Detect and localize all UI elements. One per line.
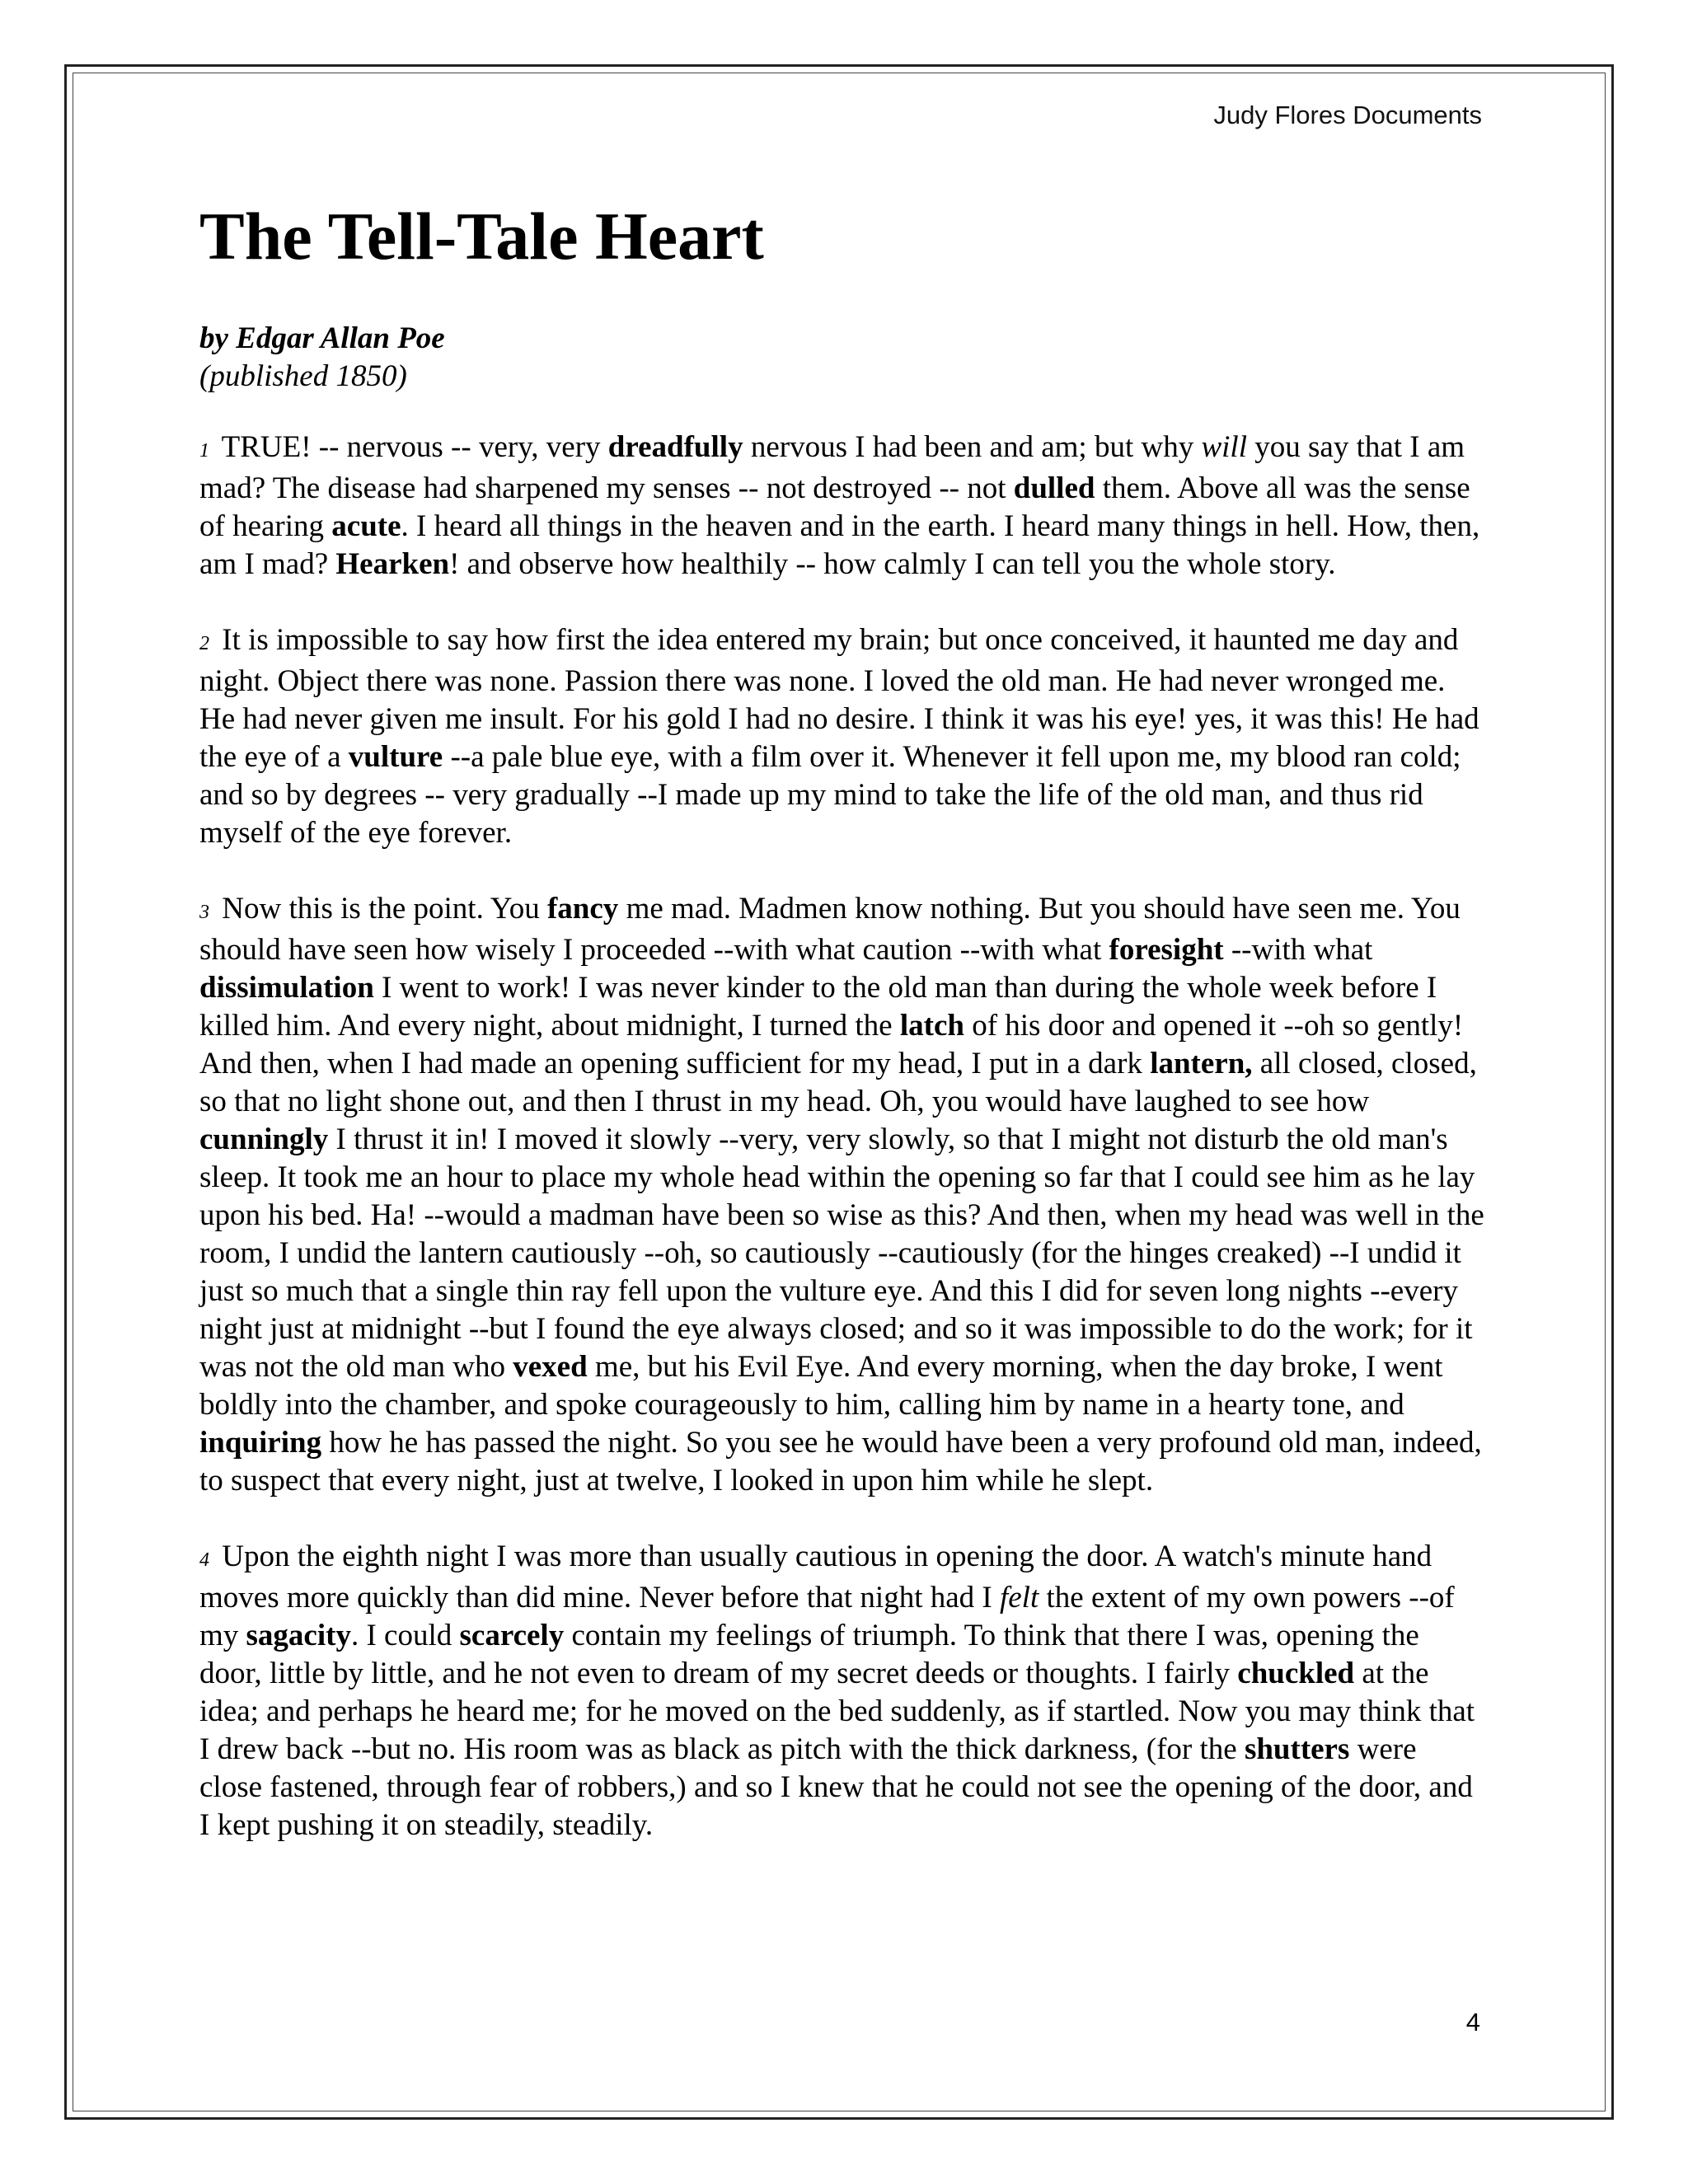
paragraph <box>199 890 1485 1500</box>
text-run: me, but his Evil Eye. And every morning, when the day broke, I went boldly into the chamber, and spoke courageously to him, calling him by name in a hearty tone, and <box>199 1350 1443 1422</box>
text-run: all closed, closed, so that no light shone out, and then I thrust in my head. Oh, you would have laughed to see how <box>199 1047 1477 1119</box>
vocabulary-word: dreadfully <box>607 430 743 465</box>
page-number: 4 <box>1465 2008 1480 2036</box>
text-run: I went to work! I was never kinder to the old man than during the whole week before I killed him. And every night, about midnight, I turned the <box>199 971 1437 1043</box>
text-run: contain my feelings of triumph. To think that there I was, opening the door, little by little, and he not even to dream of my secret deeds or thoughts. I fairly <box>199 1619 1419 1691</box>
emphasized-word: will <box>1201 430 1247 465</box>
vocabulary-word: acute <box>331 509 401 544</box>
publication-date: (published 1850) <box>199 359 407 394</box>
vocabulary-word: shutters <box>1244 1732 1350 1767</box>
text-run: how he has passed the night. So you see he would have been a very profound old man, indeed, to suspect that every night, just at twelve, I looked in upon him while he slept. <box>199 1426 1482 1498</box>
document-body <box>199 198 1485 1882</box>
vocabulary-word: scarcely <box>459 1619 565 1653</box>
paragraph-number: 2 <box>199 633 209 655</box>
text-run: me mad. Madmen know nothing. But you should have seen me. You should have seen how wisely I proceeded --with what caution --with what <box>199 892 1461 968</box>
text-run: Upon the eighth night I was more than usually cautious in opening the door. A watch's minute hand moves more quickly than did mine. Never before that night had I <box>199 1540 1432 1615</box>
text-run: TRUE! -- nervous -- very, very <box>221 430 608 465</box>
text-run: you say that I am mad? The disease had sharpened my senses -- not destroyed -- not <box>199 430 1465 506</box>
text-run: Now this is the point. You <box>222 892 547 926</box>
story-text <box>199 429 1485 1844</box>
text-run: . I heard all things in the heaven and in the earth. I heard many things in hell. How, then, am I mad? <box>199 509 1480 582</box>
paragraph-text <box>199 430 1479 581</box>
paragraph <box>199 621 1485 852</box>
vocabulary-word: Hearken <box>335 547 450 582</box>
emphasized-word: felt <box>999 1581 1039 1615</box>
text-run: nervous I had been and am; but why <box>743 430 1202 465</box>
vocabulary-word: fancy <box>546 892 619 926</box>
text-run: of his door and opened it --oh so gently! And then, when I had made an opening sufficient for my head, I put in a dark <box>199 1009 1464 1081</box>
text-run: the extent of my own powers --of my <box>199 1581 1455 1653</box>
paragraph <box>199 429 1485 583</box>
vocabulary-word: lantern, <box>1150 1047 1253 1081</box>
vocabulary-word: dissimulation <box>199 971 374 1005</box>
text-run: at the idea; and perhaps he heard me; for he moved on the bed suddenly, as if startled. Now you may think that I drew back --but no. His room was as black as pitch with the thick darkness, (for the <box>199 1657 1475 1767</box>
vocabulary-word: sagacity <box>246 1619 351 1653</box>
vocabulary-word: foresight <box>1109 933 1224 968</box>
paragraph-number: 4 <box>199 1549 209 1572</box>
text-run: --a pale blue eye, with a film over it. Whenever it fell upon me, my blood ran cold; and so by degrees -- very gradually --I made up my mind to take the life of the old man, and thus rid myself of the eye forever. <box>199 740 1461 851</box>
text-run: --with what <box>1223 933 1373 968</box>
paragraph-text <box>199 1540 1475 1842</box>
text-run: ! and observe how healthily -- how calmly I can tell you the whole story. <box>449 547 1336 582</box>
text-run: I thrust it in! I moved it slowly --very, very slowly, so that I might not disturb the old man's sleep. It took me an hour to place my whole head within the opening so far that I could see him as he lay upon his bed. Ha! --would a madman have been so wise as this? And then, when my head was well in the room, I undid the lantern cautiously --oh, so cautiously --cautiously (for the hinges creaked) --I undid it just so much that a single thin ray fell upon the vulture eye. And this I did for seven long nights --every night just at midnight --but I found the eye always closed; and so it was impossible to do the work; for it was not the old man who <box>199 1122 1484 1385</box>
vocabulary-word: vulture <box>348 740 443 775</box>
vocabulary-word: latch <box>899 1009 964 1043</box>
text-run: them. Above all was the sense of hearing <box>199 471 1470 544</box>
vocabulary-word: vexed <box>513 1350 588 1385</box>
text-run: . I could <box>350 1619 460 1653</box>
paragraph-number: 3 <box>199 902 209 924</box>
header-text: Judy Flores Documents <box>1213 101 1482 129</box>
vocabulary-word: dulled <box>1013 471 1095 506</box>
author-byline: by Edgar Allan Poe <box>199 321 445 356</box>
vocabulary-word: cunningly <box>199 1122 329 1157</box>
vocabulary-word: inquiring <box>199 1426 322 1460</box>
text-run: were close fastened, through fear of robbers,) and so I knew that he could not see the opening of the door, and I kept pushing it on steadily, steadily. <box>199 1732 1473 1843</box>
text-run: It is impossible to say how first the idea entered my brain; but once conceived, it haunted me day and night. Object there was none. Passion there was none. I loved the old man. He had never wronged me. He had never given me insult. For his gold I had no desire. I think it was his eye! yes, it was this! He had the eye of a <box>199 623 1479 775</box>
paragraph-text <box>199 623 1479 850</box>
vocabulary-word: chuckled <box>1237 1657 1355 1691</box>
paragraph-number: 1 <box>199 440 209 462</box>
paragraph <box>199 1538 1485 1844</box>
paragraph-text <box>199 892 1484 1497</box>
document-title: The Tell-Tale Heart <box>199 199 764 274</box>
